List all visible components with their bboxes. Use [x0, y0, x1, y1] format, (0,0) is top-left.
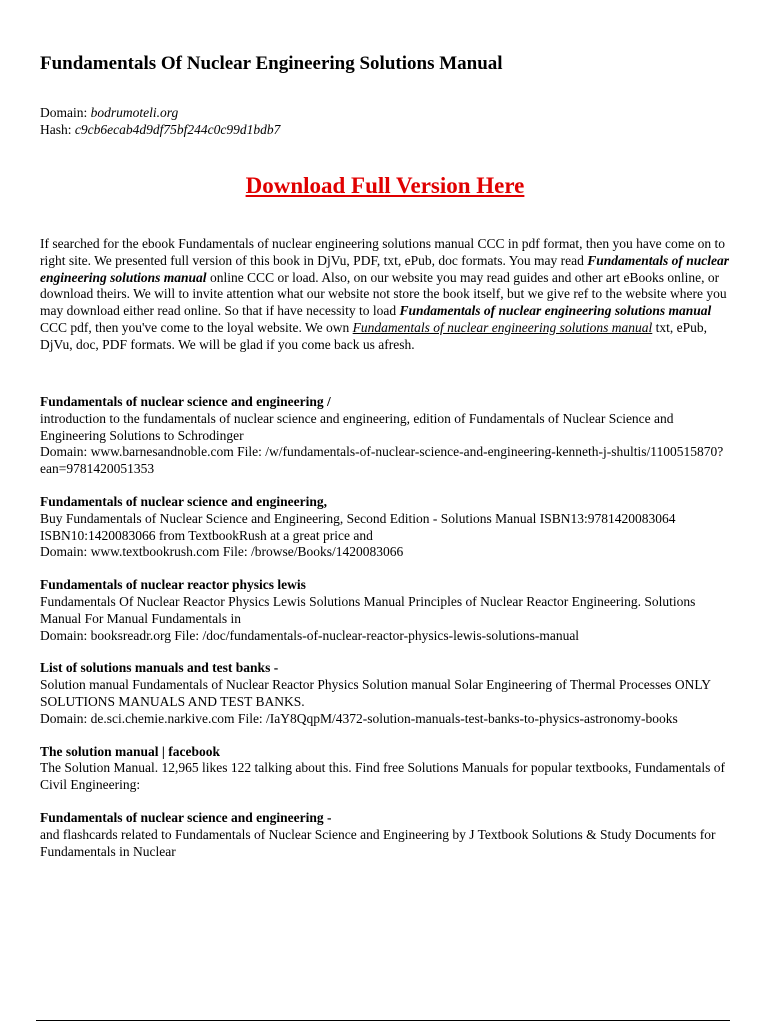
footer-divider — [36, 1020, 730, 1021]
result-title: Fundamentals of nuclear science and engineering, — [40, 493, 328, 509]
page-title: Fundamentals Of Nuclear Engineering Solutions Manual — [40, 53, 503, 74]
result-title: List of solutions manuals and test banks - — [40, 660, 279, 676]
document-meta — [40, 104, 280, 138]
result-snippet: introduction to the fundamentals of nuclear science and engineering, edition of Fundamentals of Nuclear Science and Engineering Solutions to Schrodinger — [40, 410, 674, 443]
hash-value: c9cb6ecab4d9df75bf244c0c99d1bdb7 — [74, 122, 281, 137]
hash-line — [40, 121, 280, 138]
hash-label: Hash: — [40, 122, 72, 137]
intro-bold-title-1: Fundamentals of nuclear engineering solutions manual — [40, 252, 729, 285]
result-source: Domain: de.sci.chemie.narkive.com File: /IaY8QqpM/4372-solution-manuals-test-banks-to-physics-astronomy-books — [40, 710, 678, 726]
intro-text-2: online CCC or load. Also, on our website you may read guides and other art eBooks online, or download theirs. We will to invite attention what our website not store the book itself, but we give ref to the website where you may download either read online. So that if have necessity to load — [40, 269, 727, 319]
result-item — [40, 660, 730, 727]
result-item — [40, 577, 730, 644]
download-full-version-link[interactable]: Download Full Version Here — [245, 173, 525, 198]
result-item — [40, 394, 730, 478]
result-item — [40, 810, 730, 860]
result-source: Domain: www.barnesandnoble.com File: /w/fundamentals-of-nuclear-science-and-engineering-kenneth-j-shultis/1100515870?ean=9781420051353 — [40, 444, 724, 477]
result-title: Fundamentals of nuclear reactor physics lewis — [40, 577, 306, 593]
result-source: Domain: booksreadr.org File: /doc/fundamentals-of-nuclear-reactor-physics-lewis-solutions-manual — [40, 627, 580, 643]
result-title: Fundamentals of nuclear science and engineering - — [40, 809, 332, 825]
result-item — [40, 494, 730, 561]
result-source: Domain: www.textbookrush.com File: /browse/Books/1420083066 — [40, 544, 404, 560]
result-snippet: and flashcards related to Fundamentals of Nuclear Science and Engineering by J Textbook Solutions & Study Documents for Fundamentals in Nuclear — [40, 826, 716, 859]
search-results — [40, 394, 730, 876]
result-item — [40, 744, 730, 794]
domain-label: Domain: — [40, 105, 88, 120]
intro-text-4: txt, ePub, DjVu, doc, PDF formats. We will be glad if you come back us afresh. — [40, 319, 708, 352]
intro-bold-title-2: Fundamentals of nuclear engineering solutions manual — [399, 303, 712, 319]
result-snippet: The Solution Manual. 12,965 likes 122 talking about this. Find free Solutions Manuals for popular textbooks, Fundamentals of Civil Engineering: — [40, 760, 726, 793]
intro-title-link[interactable]: Fundamentals of nuclear engineering solutions manual — [352, 319, 653, 335]
intro-paragraph — [40, 236, 730, 354]
intro-text-3: CCC pdf, then you've come to the loyal website. We own — [40, 319, 353, 335]
result-title: Fundamentals of nuclear science and engineering / — [40, 394, 331, 409]
domain-line — [40, 104, 280, 121]
result-snippet: Fundamentals Of Nuclear Reactor Physics Lewis Solutions Manual Principles of Nuclear Reactor Engineering. Solutions Manual For Manual Fundamentals in — [40, 593, 696, 626]
domain-value: bodrumoteli.org — [90, 105, 179, 120]
result-snippet: Buy Fundamentals of Nuclear Science and Engineering, Second Edition - Solutions Manual ISBN13:9781420083064 ISBN10:1420083066 from TextbookRush at a great price and — [40, 510, 676, 543]
result-snippet: Solution manual Fundamentals of Nuclear Reactor Physics Solution manual Solar Engineering of Thermal Processes ONLY SOLUTIONS MANUALS AND TEST BANKS. — [40, 677, 711, 709]
result-title: The solution manual | facebook — [40, 743, 221, 759]
intro-text-1: If searched for the ebook Fundamentals of nuclear engineering solutions manual CCC in pdf format, then you have come on to right site. We presented full version of this book in DjVu, PDF, txt, ePub, doc formats. You may read — [40, 236, 725, 268]
